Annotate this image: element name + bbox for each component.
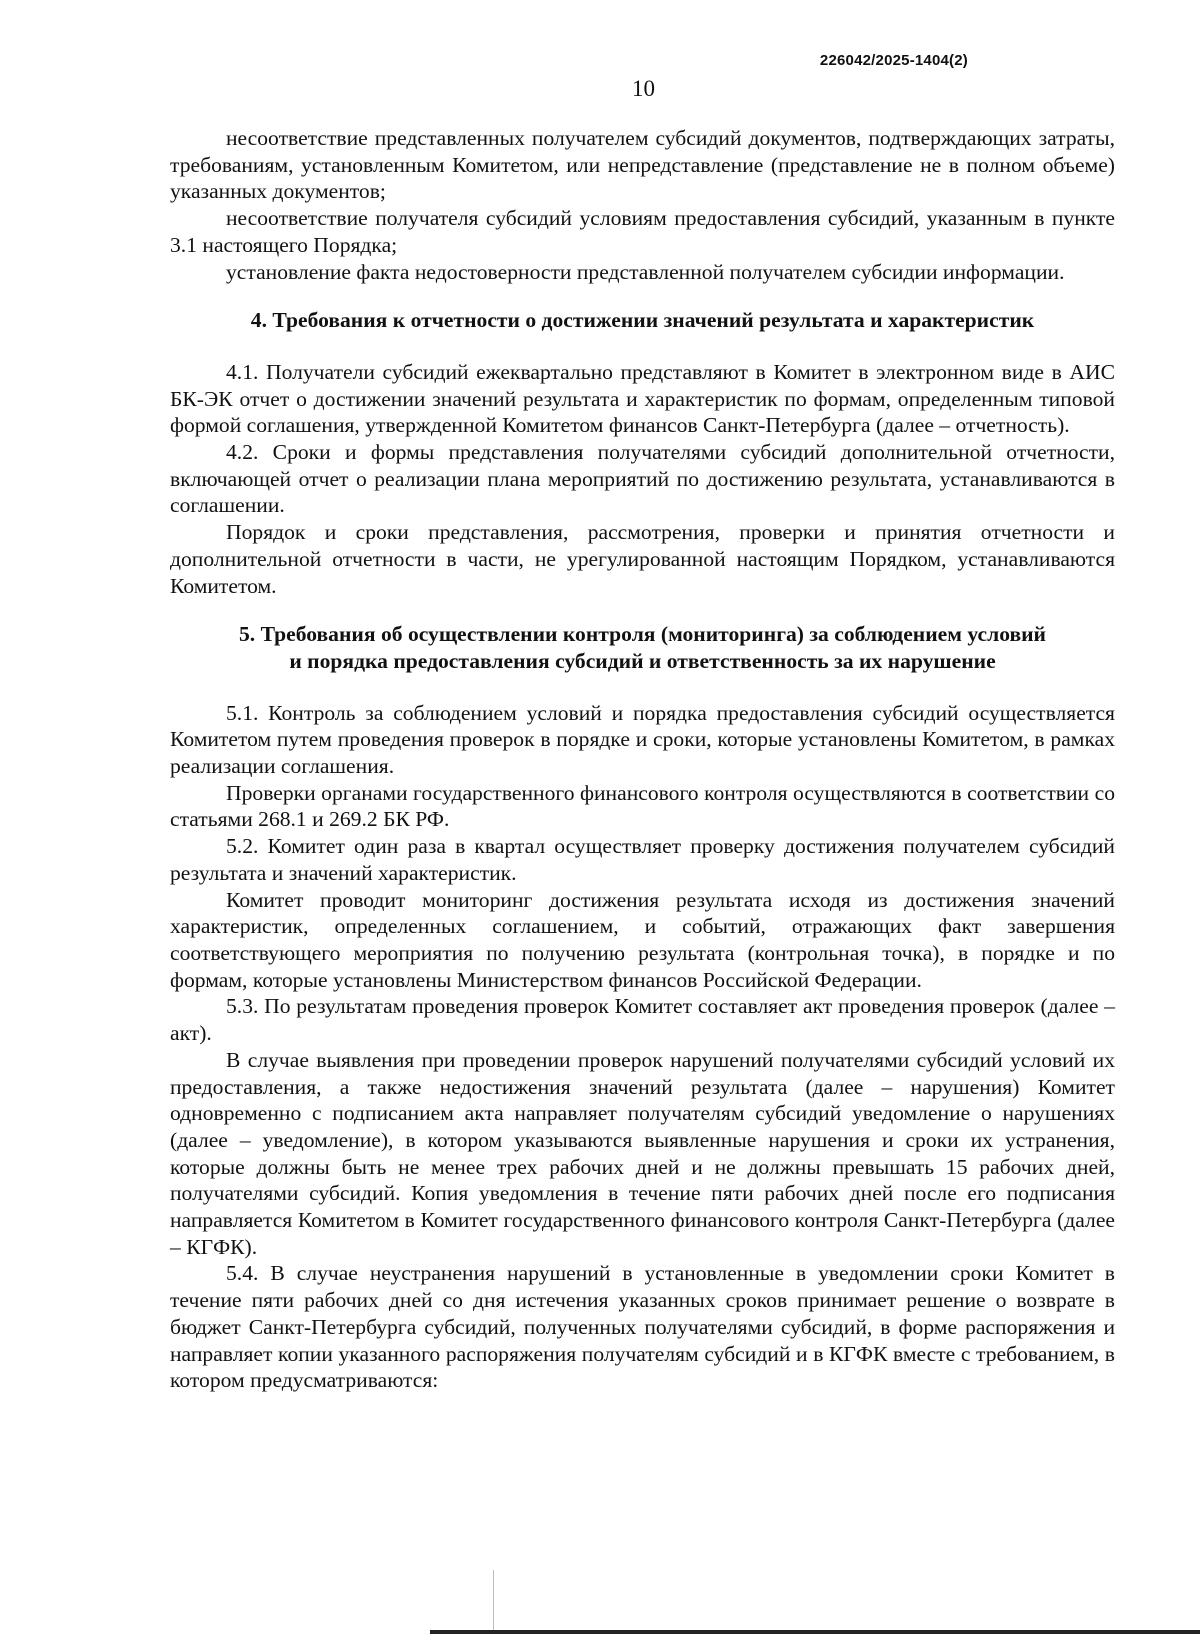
section-heading-line: и порядка предоставления субсидий и ответственность за их нарушение bbox=[289, 648, 996, 673]
document-body bbox=[170, 125, 1115, 1394]
scan-edge-line bbox=[430, 1630, 1200, 1634]
paragraph: 4.2. Сроки и формы представления получателями субсидий дополнительной отчетности, включающей отчет о реализации плана мероприятий по достижению результата, устанавливаются в соглашении. bbox=[170, 440, 1115, 518]
paragraph: 5.3. По результатам проведения проверок Комитет составляет акт проведения проверок (далее – акт). bbox=[170, 994, 1115, 1046]
paragraph: 4.1. Получатели субсидий ежеквартально представляют в Комитет в электронном виде в АИС БК-ЭК отчет о достижении значений результата и характеристик по формам, определенным типовой формой соглашения, утвержденной Комитетом финансов Санкт-Петербурга (далее – отчетность). bbox=[170, 359, 1115, 438]
paragraph: Порядок и сроки представления, рассмотрения, проверки и принятия отчетности и дополнительной отчетности в части, не урегулированной настоящим Порядком, устанавливаются Комитетом. bbox=[170, 520, 1115, 598]
section-heading bbox=[170, 621, 1115, 674]
paragraph: установление факта недостоверности представленной получателем субсидии информации. bbox=[226, 259, 1065, 284]
paragraph: 5.1. Контроль за соблюдением условий и порядка предоставления субсидий осуществляется Комитетом путем проведения проверок в порядке и сроки, которые установлены Комитетом, в рамках реализации соглашения. bbox=[170, 700, 1115, 779]
paragraph: В случае выявления при проведении проверок нарушений получателями субсидий условий их предоставления, а также недостижения значений результата (далее – нарушения) Комитет одновременно с подписанием акта направляет получателям субсидий уведомление о нарушениях (далее – уведомление), в котором указываются выявленные нарушения и сроки их устранения, которые должны быть не менее трех рабочих дней и не должны превышать 15 рабочих дней, получателями субсидий. Копия уведомления в течение пяти рабочих дней после его подписания направляется Комитетом в Комитет государственного финансового контроля Санкт-Петербурга (далее – КГФК). bbox=[170, 1047, 1115, 1259]
page-number: 10 bbox=[632, 76, 655, 101]
paragraph: 5.2. Комитет один раза в квартал осуществляет проверку достижения получателем субсидий результата и значений характеристик. bbox=[170, 834, 1115, 885]
paragraph: Комитет проводит мониторинг достижения результата исходя из достижения значений характеристик, определенных соглашением, и событий, отражающих факт завершения соответствующего мероприятия по получению результата (контрольная точка), в порядке и по формам, которые установлены Министерством финансов Российской Федерации. bbox=[170, 887, 1115, 992]
section-heading: 4. Требования к отчетности о достижении значений результата и характеристик bbox=[250, 308, 1035, 333]
section-heading-line: 5. Требования об осуществлении контроля (мониторинга) за соблюдением условий bbox=[238, 622, 1046, 647]
document-id: 226042/2025-1404(2) bbox=[819, 52, 968, 69]
paragraph: несоответствие представленных получателем субсидий документов, подтверждающих затраты, требованиям, установленным Комитетом, или непредставление (представление не в полном объеме) указанных документов; bbox=[170, 126, 1115, 204]
scan-artifact-line bbox=[493, 1570, 494, 1630]
paragraph: Проверки органами государственного финансового контроля осуществляются в соответствии со статьями 268.1 и 269.2 БК РФ. bbox=[170, 780, 1115, 832]
paragraph: несоответствие получателя субсидий условиям предоставления субсидий, указанным в пункте 3.1 настоящего Порядка; bbox=[170, 206, 1115, 257]
paragraph: 5.4. В случае неустранения нарушений в установленные в уведомлении сроки Комитет в течение пяти рабочих дней со дня истечения указанных сроков принимает решение о возврате в бюджет Санкт-Петербурга субсидий, полученных получателями субсидий, в форме распоряжения и направляет копии указанного распоряжения получателям субсидий и в КГФК вместе с требованием, в котором предусматриваются: bbox=[170, 1261, 1115, 1393]
